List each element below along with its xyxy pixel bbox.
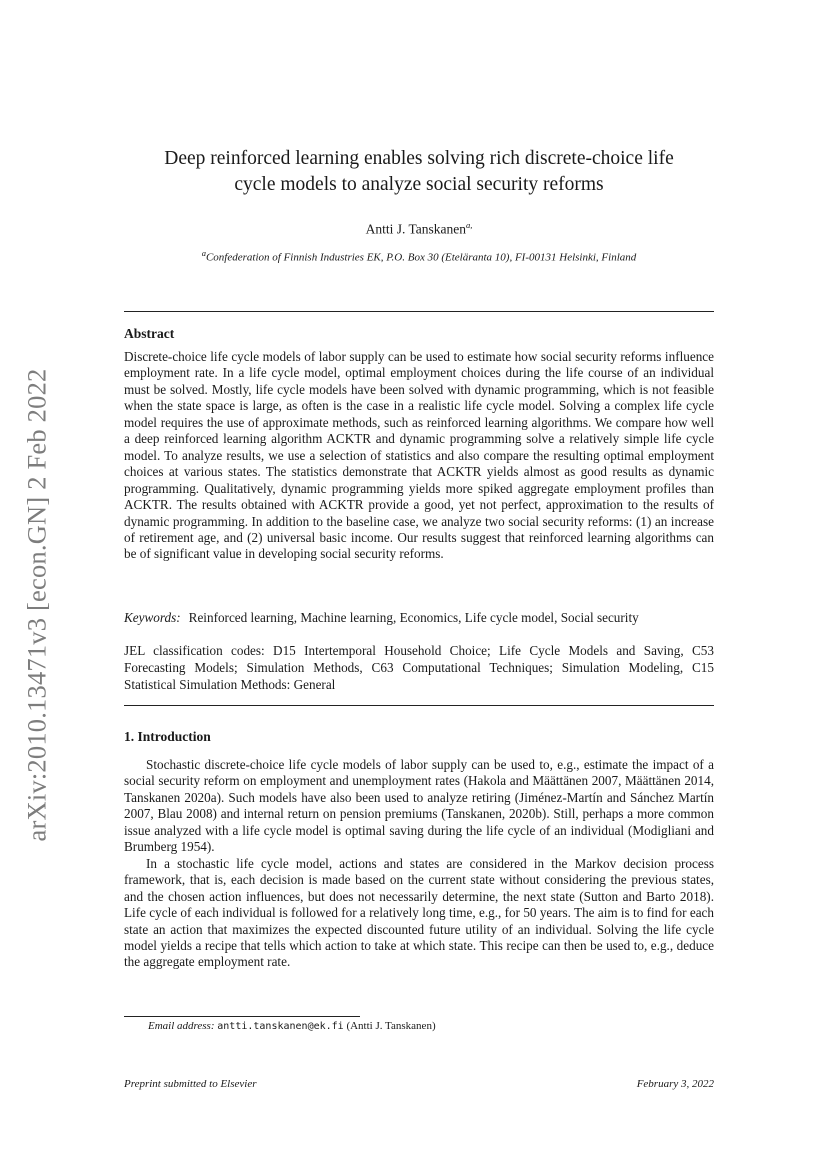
abstract-top-rule	[124, 311, 714, 312]
title-line-1: Deep reinforced learning enables solving rich discrete-choice life	[164, 148, 674, 169]
affiliation-text: Confederation of Finnish Industries EK, P.O. Box 30 (Eteläranta 10), FI-00131 Helsinki, Finland	[205, 251, 637, 264]
affiliation-mark: a	[201, 248, 206, 258]
arxiv-sidebar-stamp	[0, 0, 70, 1171]
affiliation	[124, 248, 714, 264]
keywords-text: Reinforced learning, Machine learning, Economics, Life cycle model, Social security	[188, 610, 639, 625]
abstract-heading: Abstract	[124, 326, 175, 341]
footer-date: February 3, 2022	[636, 1078, 714, 1090]
introduction-body	[124, 757, 714, 971]
title-line-2: cycle models to analyze social security reforms	[234, 174, 604, 195]
jel-codes: JEL classification codes: D15 Intertemporal Household Choice; Life Cycle Models and Saving, C53 Forecasting Models; Simulation Methods, C63 Computational Techniques; Simulation Modeling, C15 Statistical Simulation Methods: General	[124, 643, 714, 692]
author-email-link[interactable]: antti.tanskanen@ek.fi	[217, 1021, 344, 1032]
abstract-bottom-rule	[124, 705, 714, 706]
footnote-name: (Antti J. Tanskanen)	[346, 1020, 436, 1032]
intro-paragraph: Stochastic discrete-choice life cycle models of labor supply can be used to, e.g., estimate the impact of a social security reform on employment and unemployment rates (Hakola and Määttänen 2007, Määttänen 2014, Tanskanen 2020a). Such models have also been used to analyze retiring (Jiménez-Martín and Sánchez Martín 2007, Blau 2008) and internal return on pension premiums (Tanskanen, 2020b). Still, perhaps a more common issue analyzed with a life cycle model is optimal saving during the life cycle of an individual (Modigliani and Brumberg 1954).	[124, 757, 714, 855]
abstract-text: Discrete-choice life cycle models of labor supply can be used to estimate how social security reforms influence employment rate. In a life cycle model, optimal employment choices during the life course of an individual must be solved. Mostly, life cycle models have been solved with dynamic programming, which is not feasible when the state space is large, as often is the case in a realistic life cycle model. Solving a complex life cycle model requires the use of approximate methods, such as reinforced learning algorithms. We compare how well a deep reinforced learning algorithm ACKTR and dynamic programming solve a relatively simple life cycle model. To analyze results, we use a selection of statistics and also compare the resulting optimal employment choices at various states. The statistics demonstrate that ACKTR yields almost as good results as dynamic programming. Qualitatively, dynamic programming yields more spiked aggregate employment profiles than ACKTR. The results obtained with ACKTR provide a good, yet not perfect, approximation to the results of dynamic programming. In addition to the baseline case, we analyze two social security reforms: (1) an increase of retirement age, and (2) universal basic income. Our results suggest that reinforced learning algorithms can be of significant value in developing social security reforms.	[124, 349, 714, 562]
intro-paragraph: In a stochastic life cycle model, actions and states are considered in the Markov decision process framework, that is, each decision is made based on the current state without considering the previous states, and the chosen action influences, but does not necessarily determine, the next state (Sutton and Barto 2018). Life cycle of each individual is followed for a relatively long time, e.g., for 50 years. The aim is to find for each state an action that maximizes the expected discounted future utility of an individual. Solving the life cycle model yields a recipe that tells which action to take at which state. This recipe can then be used to, e.g., deduce the aggregate employment rate.	[124, 855, 714, 970]
footnote-label: Email address:	[148, 1020, 215, 1032]
footnote-rule	[124, 1016, 360, 1017]
footer-preprint-note: Preprint submitted to Elsevier	[124, 1078, 257, 1090]
author-name: Antti J. Tanskanen	[365, 221, 467, 237]
introduction-heading: 1. Introduction	[124, 729, 211, 744]
arxiv-identifier: arXiv:2010.13471v3 [econ.GN] 2 Feb 2022	[21, 368, 52, 842]
footnote	[148, 1020, 436, 1032]
keywords-label: Keywords:	[124, 610, 181, 625]
keywords-line	[124, 610, 714, 626]
paper-title	[124, 146, 714, 198]
author-mark: a,	[466, 220, 473, 230]
author-line	[124, 220, 714, 238]
